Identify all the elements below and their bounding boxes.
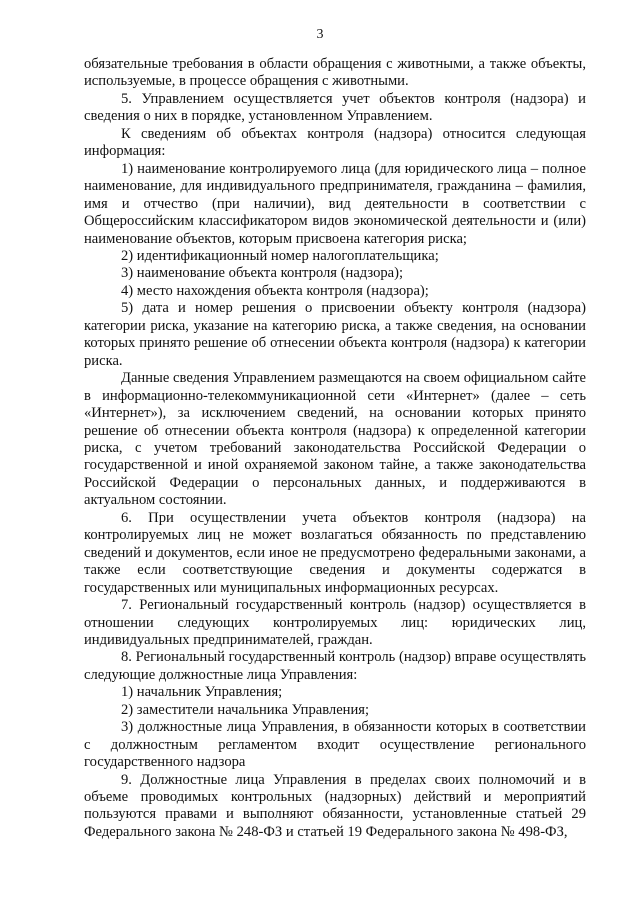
officials-item-1: 1) начальник Управления; bbox=[121, 684, 283, 701]
list-item-5: 5) дата и номер решения о присвоении объекту контроля (надзора) категории риска, указание на категорию риска, а также сведения, на основании которых принято решение об отнесении объекта контроля (надзора) к категории риска. bbox=[84, 300, 586, 369]
officials-item-3: 3) должностные лица Управления, в обязанности которых в соответствии с должностным регламентом входит осуществление регионального государственного надзора bbox=[84, 719, 586, 771]
paragraph-item-6: 6. При осуществлении учета объектов контроля (надзора) на контролируемых лиц не может возлагаться обязанность по представлению сведений и документов, если иное не предусмотрено федеральными законами, а также если соответствующие сведения и документы содержатся в государственных или муниципальных информационных ресурсах. bbox=[84, 509, 586, 596]
paragraph-item-5: 5. Управлением осуществляется учет объектов контроля (надзора) и сведения о них в порядке, установленном Управлением. bbox=[84, 90, 586, 125]
list-item-3: 3) наименование объекта контроля (надзора); bbox=[121, 265, 404, 282]
officials-item-2: 2) заместители начальника Управления; bbox=[121, 701, 370, 718]
paragraph-item-9: 9. Должностные лица Управления в пределах своих полномочий и в объеме проводимых контрольных (надзорных) действий и мероприятий пользуются правами и выполняют обязанности, установленные статьей 29 Федерального закона № 248-ФЗ и статьей 19 Федерального закона № 498-ФЗ, bbox=[84, 771, 586, 840]
paragraph-item-8: 8. Региональный государственный контроль (надзор) вправе осуществлять следующие должностные лица Управления: bbox=[84, 649, 586, 683]
list-item-1: 1) наименование контролируемого лица (для юридического лица – полное наименование, для индивидуального предпринимателя, гражданина – фамилия, имя и отчество (при наличии), вид деятельности в соответствии с Общероссийским классификатором видов экономической деятельности и (или) наименование объектов, которым присвоена категория риска; bbox=[84, 160, 586, 247]
paragraph-item-7: 7. Региональный государственный контроль (надзор) осуществляется в отношении следующих контролируемых лиц: юридических лиц, индивидуальных предпринимателей, граждан. bbox=[84, 597, 586, 648]
list-item-4: 4) место нахождения объекта контроля (надзора); bbox=[121, 282, 429, 299]
paragraph-continuation: обязательные требования в области обращения с животными, а также объекты, используемые, в процессе обращения с животными. bbox=[84, 56, 586, 90]
paragraph-info-intro: К сведениям об объектах контроля (надзора) относится следующая информация: bbox=[84, 125, 586, 160]
page-number: 3 bbox=[316, 27, 324, 42]
document-body bbox=[84, 56, 586, 841]
paragraph-publication: Данные сведения Управлением размещаются на своем официальном сайте в информационно-телекоммуникационной сети «Интернет» (далее – сеть «Интернет»), за исключением сведений, на основании которых принято решение об отнесении объекта контроля (надзора) к определенной категории риска, с учетом требований законодательства Российской Федерации о государственной и иной охраняемой законом тайне, а также законодательства Российской Федерации о персональных данных, и поддерживаются в актуальном состоянии. bbox=[84, 370, 586, 509]
list-item-2: 2) идентификационный номер налогоплательщика; bbox=[121, 247, 439, 264]
